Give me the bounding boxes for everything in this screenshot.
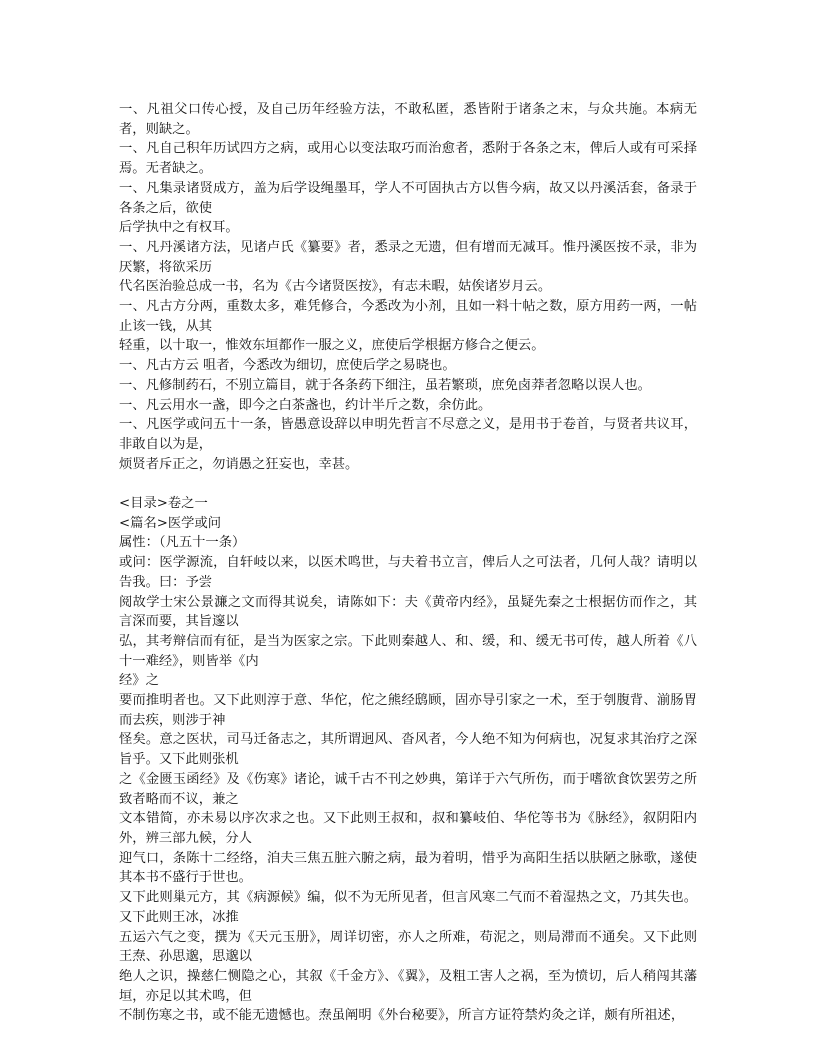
body-line: 文本错简，亦未易以序次求之也。又下此则王叔和，叔和纂岐伯、华佗等书为《脉经》，叙阴阳内外，辨三部九候，分人	[119, 811, 697, 846]
body-line: 之《金匮玉函经》及《伤寒》诸论，诚千古不刊之妙典，第详于六气所伤，而于嗜欲食饮罢劳之所致者略而不议，兼之	[119, 771, 697, 807]
preface-item: 后学执中之有权耳。	[119, 220, 239, 236]
preface-item: 一、凡丹溪诸方法，见诸卢氏《纂要》者，悉录之无遗，但有增而无减耳。惟丹溪医按不录，非为厌繁，将欲采历	[119, 239, 697, 275]
preface-item: 一、凡古方云 咀者，今悉改为细切，庶使后学之易晓也。	[119, 358, 456, 374]
body-line: 怪矣。意之医状，司马迁备志之，其所谓迥风、沓风者，今人绝不知为何病也，况复求其治疗之深旨乎。又下此则张机	[119, 732, 697, 768]
preface-item: 烦贤者斥正之，勿诮愚之狂妄也，幸甚。	[119, 456, 359, 472]
preface-item: 一、凡古方分两，重数太多，难凭修合，今悉改为小剂，且如一料十帖之数，原方用药一两，一帖止该一钱，从其	[119, 299, 697, 334]
section-spacer	[119, 474, 697, 494]
preface-item: 一、凡自己积年历试四方之病，或用心以变法取巧而治愈者，悉附于各条之末，俾后人或有可采择焉。无者缺之。	[119, 141, 697, 177]
body-line: 阅故学士宋公景濂之文而得其说矣，请陈如下：夫《黄帝内经》，虽疑先秦之士根据仿而作之，其言深而要，其旨邃以	[119, 594, 697, 630]
body-line: 不制伤寒之书，或不能无遗憾也。焘虽阐明《外台秘要》，所言方证符禁灼灸之详，颇有所祖述，	[119, 1008, 685, 1024]
preface-item: 一、凡祖父口传心授，及自己历年经验方法，不敢私匿，悉皆附于诸条之末，与众共施。本病无者，则缺之。	[119, 102, 697, 137]
preface-item: 代名医治验总成一书，名为《古今诸贤医按》，有志未暇，姑俟诸岁月云。	[119, 279, 552, 295]
catalog-section	[119, 494, 697, 553]
chapter-title: <篇名>医学或问	[119, 515, 222, 531]
body-line: 迎气口，条陈十二经络，洎夫三焦五脏六腑之病，最为着明，惜乎为高阳生括以肤陋之脉歌，遂使其本书不盛行于世也。	[119, 850, 697, 886]
preface-item: 一、凡修制药石，不别立篇目，就于各条药下细注，虽若繁琐，庶免卤莽者忽略以误人也。	[119, 377, 651, 393]
preface-section	[119, 100, 697, 474]
body-line: 又下此则巢元方，其《病源候》编，似不为无所见者，但言风寒二气而不着湿热之文，乃其失也。又下此则王冰，冰推	[119, 890, 697, 925]
body-line: 五运六气之变，撰为《天元玉册》，周详切密，亦人之所难，苟泥之，则局滞而不通矣。又下此则王焘、孙思邈，思邈以	[119, 929, 697, 965]
body-line: 绝人之识，操慈仁恻隐之心，其叙《千金方》、《翼》，及粗工害人之祸，至为愤切，后人稍闯其藩垣，亦足以其术鸣，但	[119, 968, 697, 1004]
preface-item: 一、凡医学或问五十一条，皆愚意设辞以申明先哲言不尽意之义，是用书于卷首，与贤者共议耳，非敢自以为是，	[119, 417, 697, 452]
body-line: 或问：医学源流，自轩岐以来，以医术鸣世，与夫着书立言，俾后人之可法者，几何人哉？请明以告我。曰：予尝	[119, 555, 697, 590]
catalog-heading: <目录>卷之一	[119, 496, 208, 512]
body-line: 弘，其考辩信而有征，是当为医家之宗。下此则秦越人、和、缓，和、缓无书可传，越人所着《八十一难经》，则皆举《内	[119, 633, 697, 669]
body-line: 经》之	[119, 673, 159, 689]
document-page	[119, 100, 697, 1026]
chapter-attribute: 属性：（凡五十一条）	[119, 535, 246, 551]
preface-item: 一、凡云用水一盏，即今之白茶盏也，约计半斤之数，余仿此。	[119, 397, 492, 413]
body-line: 要而推明者也。又下此则淳于意、华佗，佗之熊经鸱顾，固亦导引家之一术，至于刳腹背、湔肠胃而去疾，则涉于神	[119, 693, 697, 728]
body-section	[119, 553, 697, 1026]
preface-item: 一、凡集录诸贤成方，盖为后学设绳墨耳，学人不可固执古方以售今病，故又以丹溪活套，备录于各条之后，欲使	[119, 180, 697, 216]
preface-item: 轻重，以十取一，惟效东垣都作一服之义，庶使后学根据方修合之便云。	[119, 338, 545, 354]
